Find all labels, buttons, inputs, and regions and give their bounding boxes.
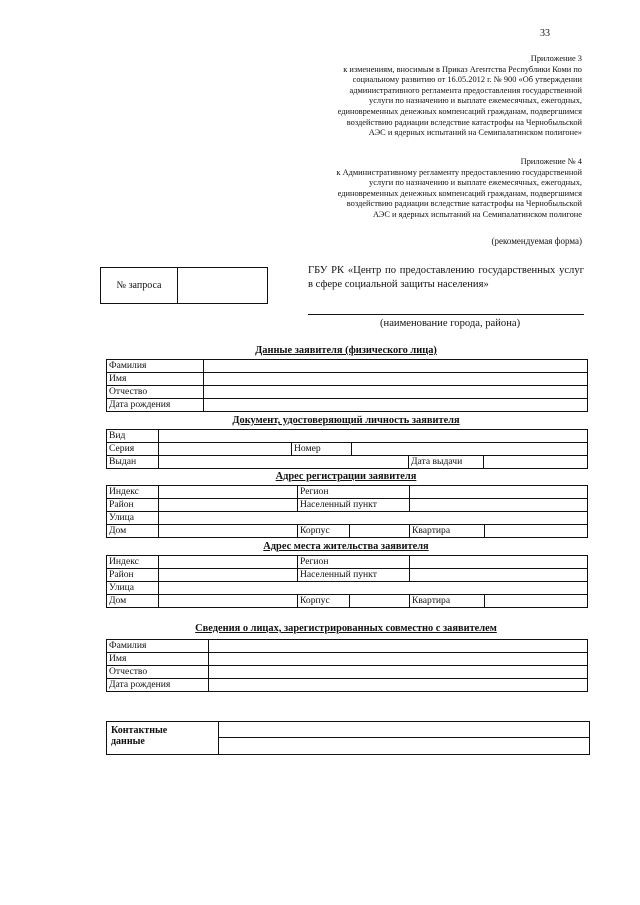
applicant-table: [106, 359, 588, 412]
contacts-label: [107, 722, 219, 754]
field-input[interactable]: [159, 569, 298, 582]
table-row: [107, 640, 588, 653]
field-input[interactable]: [159, 512, 588, 525]
field-label: Вид: [107, 430, 159, 443]
appendix-3-line: административного регламента предоставления государственной: [349, 85, 582, 95]
table-row: [107, 666, 588, 679]
field-label: Дата рождения: [107, 399, 204, 412]
identity-doc-section-title: Документ, удостоверяющий личность заявителя: [232, 415, 460, 426]
registration-address-section-title: Адрес регистрации заявителя: [275, 471, 417, 482]
appendix-4-title: Приложение № 4: [520, 157, 582, 166]
field-label: Населенный пункт: [298, 499, 410, 512]
field-input[interactable]: [410, 556, 588, 569]
field-input[interactable]: [204, 399, 588, 412]
field-input[interactable]: [159, 595, 298, 608]
field-label: Квартира: [410, 595, 485, 608]
page-number: 33: [540, 28, 550, 39]
residence-address-section-title: Адрес места жительства заявителя: [263, 541, 429, 552]
field-label: Регион: [298, 486, 410, 499]
appendix-3-line: единовременных денежных компенсаций гражданам, подвергшимся: [337, 106, 582, 116]
field-input[interactable]: [159, 443, 292, 456]
field-label: Серия: [107, 443, 159, 456]
field-input[interactable]: [484, 456, 588, 469]
appendix-4-line: воздействию радиации вследствие катастрофы на Чернобыльской: [346, 199, 582, 209]
field-label: Дом: [107, 525, 159, 538]
registration-address-table: [106, 485, 588, 538]
table-row: [107, 360, 588, 373]
co-registered-table: [106, 639, 588, 692]
field-label: Дата рождения: [107, 679, 209, 692]
field-label: Район: [107, 569, 159, 582]
table-row: [107, 443, 588, 456]
appendix-3-line: услуги по назначению и выплате ежемесячных, ежегодных,: [369, 96, 582, 106]
request-number-box: [100, 267, 268, 304]
field-label: Улица: [107, 512, 159, 525]
field-input[interactable]: [159, 486, 298, 499]
field-input[interactable]: [350, 595, 410, 608]
city-field-line[interactable]: [308, 314, 584, 315]
field-input[interactable]: [204, 386, 588, 399]
field-input[interactable]: [209, 666, 588, 679]
field-label: Отчество: [107, 666, 209, 679]
contacts-label-line: Контактные: [111, 725, 168, 736]
field-input[interactable]: [159, 582, 588, 595]
appendix-3-line: к изменениям, вносимым в Приказ Агентства Республики Коми по: [343, 64, 582, 74]
field-input[interactable]: [204, 373, 588, 386]
field-label: Имя: [107, 653, 209, 666]
contacts-field[interactable]: [219, 737, 589, 738]
table-row: [107, 486, 588, 499]
field-input[interactable]: [410, 499, 588, 512]
field-input[interactable]: [204, 360, 588, 373]
table-row: [107, 456, 588, 469]
appendix-3-header: [262, 54, 582, 139]
field-label: Имя: [107, 373, 204, 386]
field-label: Корпус: [298, 595, 350, 608]
table-row: [107, 386, 588, 399]
field-label: Район: [107, 499, 159, 512]
table-row: [107, 373, 588, 386]
field-input[interactable]: [209, 653, 588, 666]
identity-doc-table: [106, 429, 588, 469]
request-number-field[interactable]: [178, 268, 267, 303]
table-row: [107, 569, 588, 582]
field-input[interactable]: [410, 569, 588, 582]
field-label: Дата выдачи: [409, 456, 484, 469]
appendix-3-line: АЭС и ядерных испытаний на Семипалатинском полигоне»: [368, 128, 582, 138]
appendix-4-header: [262, 157, 582, 221]
table-row: [107, 595, 588, 608]
table-row: [107, 582, 588, 595]
request-number-label: № запроса: [101, 268, 178, 303]
table-row: [107, 556, 588, 569]
field-label: Квартира: [410, 525, 485, 538]
contacts-label-line: данные: [111, 736, 145, 747]
field-input[interactable]: [159, 430, 588, 443]
co-registered-section-title: Сведения о лицах, зарегистрированных совместно с заявителем: [195, 623, 497, 634]
recommended-form-note: (рекомендуемая форма): [491, 236, 582, 246]
field-label: Отчество: [107, 386, 204, 399]
field-label: Фамилия: [107, 640, 209, 653]
appendix-4-line: АЭС и ядерных испытаний на Семипалатинском полигоне: [372, 209, 582, 219]
appendix-3-line: воздействию радиации вследствие катастрофы на Чернобыльской: [346, 117, 582, 127]
field-label: Населенный пункт: [298, 569, 410, 582]
field-label: Улица: [107, 582, 159, 595]
field-input[interactable]: [410, 486, 588, 499]
appendix-4-line: к Административному регламенту предоставлению государственной: [336, 167, 582, 177]
field-label: Корпус: [298, 525, 350, 538]
appendix-3-title: Приложение 3: [530, 54, 582, 63]
table-row: [107, 499, 588, 512]
field-input[interactable]: [159, 499, 298, 512]
table-row: [107, 512, 588, 525]
field-input[interactable]: [352, 443, 588, 456]
field-input[interactable]: [209, 679, 588, 692]
field-label: Индекс: [107, 486, 159, 499]
city-caption: (наименование города, района): [380, 318, 521, 329]
appendix-3-line: социальному развитию от 16.05.2012 г. № 900 «Об утверждении: [352, 75, 582, 85]
field-label: Индекс: [107, 556, 159, 569]
table-row: [107, 399, 588, 412]
applicant-section-title: Данные заявителя (физического лица): [255, 345, 437, 356]
field-input[interactable]: [350, 525, 410, 538]
field-input[interactable]: [159, 525, 298, 538]
field-input[interactable]: [159, 456, 409, 469]
residence-address-table: [106, 555, 588, 608]
table-row: [107, 525, 588, 538]
table-row: [107, 430, 588, 443]
recipient-organization: ГБУ РК «Центр по предоставлению государственных услуг в сфере социальной защиты населения»: [308, 265, 584, 290]
field-input[interactable]: [159, 556, 298, 569]
field-label: Дом: [107, 595, 159, 608]
table-row: [107, 679, 588, 692]
field-label: Выдан: [107, 456, 159, 469]
field-label: Номер: [292, 443, 352, 456]
field-input[interactable]: [209, 640, 588, 653]
field-input[interactable]: [485, 525, 588, 538]
appendix-4-line: единовременных денежных компенсаций гражданам, подвергшимся: [337, 188, 582, 198]
field-label: Регион: [298, 556, 410, 569]
table-row: [107, 653, 588, 666]
contacts-box: [106, 721, 590, 755]
field-input[interactable]: [485, 595, 588, 608]
field-label: Фамилия: [107, 360, 204, 373]
appendix-4-line: услуги по назначению и выплате ежемесячных, ежегодных,: [369, 178, 582, 188]
